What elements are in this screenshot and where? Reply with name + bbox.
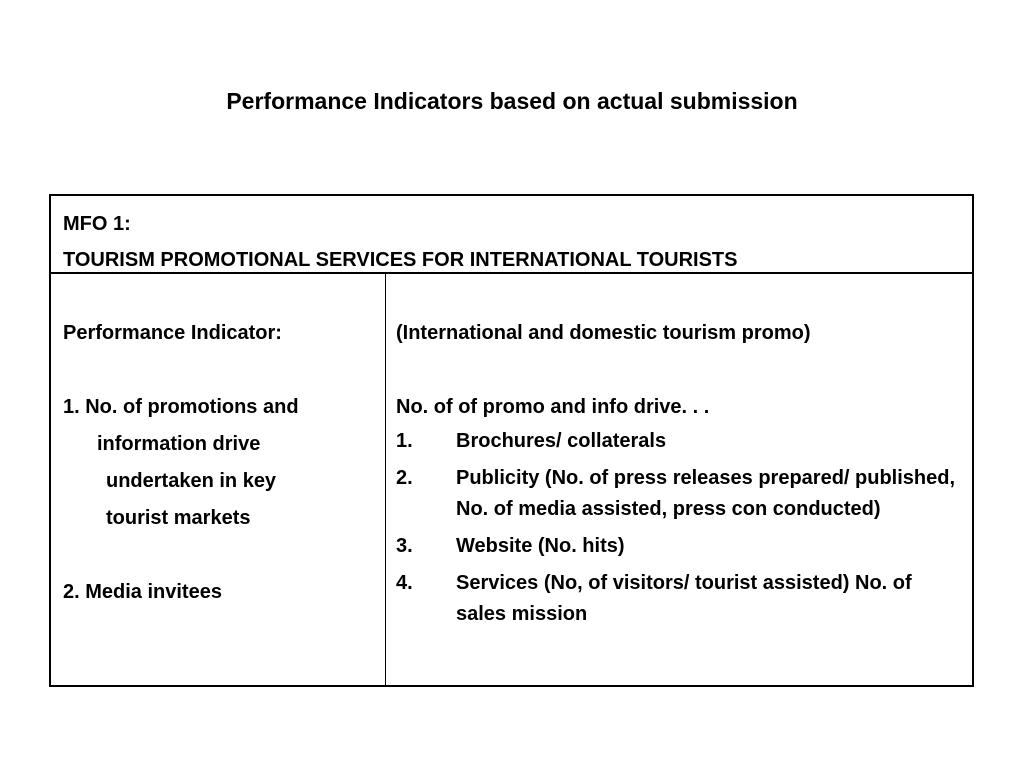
indicator-heading: Performance Indicator:	[63, 322, 282, 344]
indicator-cell	[51, 274, 386, 685]
list-item	[396, 568, 964, 630]
spacer	[396, 352, 964, 389]
list-item-text: Website (No. hits)	[456, 535, 625, 557]
list-item-text: Publicity (No. of press releases prepared/ published, No. of media assisted, press con conducted)	[456, 467, 956, 520]
spacer	[63, 352, 385, 389]
list-item-number: 2.	[396, 467, 413, 489]
list-item-number: 1.	[396, 430, 413, 452]
indicator-item-1-line-1: 1. No. of promotions and	[63, 396, 299, 418]
list-item	[396, 426, 964, 457]
mfo-label: MFO 1:	[63, 213, 131, 235]
details-heading: (International and domestic tourism promo)	[396, 322, 811, 344]
list-item-text: Services (No, of visitors/ tourist assisted) No. of sales mission	[456, 572, 912, 625]
details-intro: No. of of promo and info drive. . .	[396, 396, 710, 418]
mfo-title: TOURISM PROMOTIONAL SERVICES FOR INTERNATIONAL TOURISTS	[63, 249, 738, 271]
spacer	[63, 537, 385, 574]
indicator-item-1-line-4: tourist markets	[106, 507, 251, 529]
indicator-item-1-line-2: information drive	[97, 433, 261, 455]
indicator-item-2: 2. Media invitees	[63, 581, 222, 603]
table-header-cell	[51, 196, 972, 274]
list-item-text: Brochures/ collaterals	[456, 430, 667, 452]
list-item	[396, 531, 964, 562]
indicator-item-1-line-3: undertaken in key	[106, 470, 277, 492]
page-title: Performance Indicators based on actual submission	[226, 88, 798, 114]
details-cell	[386, 274, 972, 685]
list-item-number: 3.	[396, 535, 413, 557]
list-item	[396, 463, 964, 525]
mfo-table	[49, 194, 974, 687]
list-item-number: 4.	[396, 572, 413, 594]
